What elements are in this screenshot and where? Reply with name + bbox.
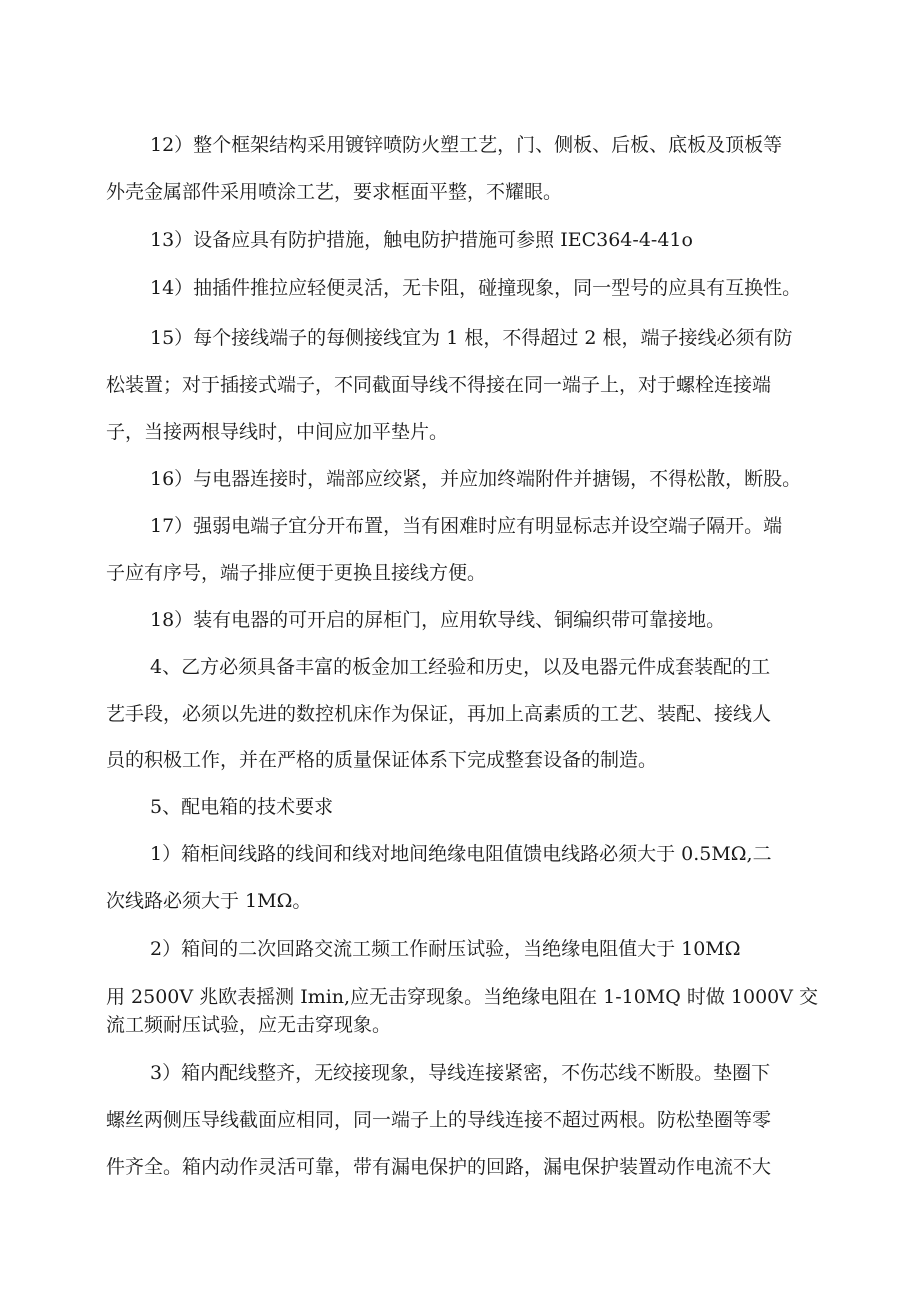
requirement-2-line-3: 流工频耐压试验，应无击穿现象。	[106, 1014, 392, 1036]
requirement-3-line-1: 3）箱内配线整齐，无绞接现象，导线连接紧密，不伤芯线不断股。垫圈下	[150, 1062, 771, 1084]
requirement-1-line-1: 1）箱柜间线路的线间和线对地间绝缘电阻值馈电线路必须大于 0.5MΩ,二	[150, 843, 772, 865]
paragraph-15-line-2: 松装置；对于插接式端子，不同截面导线不得接在同一端子上，对于螺栓连接端	[106, 374, 772, 396]
requirement-3-line-2: 螺丝两侧压导线截面应相同，同一端子上的导线连接不超过两根。防松垫圈等零	[106, 1109, 772, 1131]
paragraph-13-line-1: 13）设备应具有防护措施，触电防护措施可参照 IEC364-4-41o	[150, 229, 693, 251]
paragraph-16-line-1: 16）与电器连接时，端部应绞紧，并应加终端附件并搪锡，不得松散，断股。	[150, 468, 802, 490]
section-4-line-3: 员的积极工作，并在严格的质量保证体系下完成整套设备的制造。	[106, 749, 658, 771]
paragraph-14-line-1: 14）抽插件推拉应轻便灵活，无卡阻，碰撞现象，同一型号的应具有互换性。	[150, 277, 802, 299]
section-4-line-1: 4、乙方必须具备丰富的板金加工经验和历史，以及电器元件成套装配的工	[150, 656, 771, 678]
paragraph-17-line-1: 17）强弱电端子宜分开布置，当有困难时应有明显标志并设空端子隔开。端	[150, 515, 783, 537]
section-5-heading: 5、配电箱的技术要求	[150, 796, 334, 818]
requirement-2-line-2: 用 2500V 兆欧表摇测 Imin,应无击穿现象。当绝缘电阻在 1-10MQ 时做 1000V 交	[106, 986, 819, 1008]
requirement-2-line-1: 2）箱间的二次回路交流工频工作耐压试验，当绝缘电阻值大于 10MΩ	[150, 938, 741, 960]
paragraph-15-line-1: 15）每个接线端子的每侧接线宜为 1 根，不得超过 2 根，端子接线必须有防	[150, 327, 793, 349]
requirement-3-line-3: 件齐全。箱内动作灵活可靠，带有漏电保护的回路，漏电保护装置动作电流不大	[106, 1156, 772, 1178]
section-4-line-2: 艺手段，必须以先进的数控机床作为保证，再加上高素质的工艺、装配、接线人	[106, 703, 772, 725]
paragraph-12-line-1: 12）整个框架结构采用镀锌喷防火塑工艺，门、侧板、后板、底板及顶板等	[150, 134, 783, 156]
paragraph-15-line-3: 子，当接两根导线时，中间应加平垫片。	[106, 421, 449, 443]
paragraph-18-line-1: 18）装有电器的可开启的屏柜门，应用软导线、铜编织带可靠接地。	[150, 609, 726, 631]
paragraph-12-line-2: 外壳金属部件采用喷涂工艺，要求框面平整，不耀眼。	[106, 181, 563, 203]
requirement-1-line-2: 次线路必须大于 1MΩ。	[106, 890, 312, 912]
paragraph-17-line-2: 子应有序号，端子排应便于更换且接线方便。	[106, 562, 487, 584]
